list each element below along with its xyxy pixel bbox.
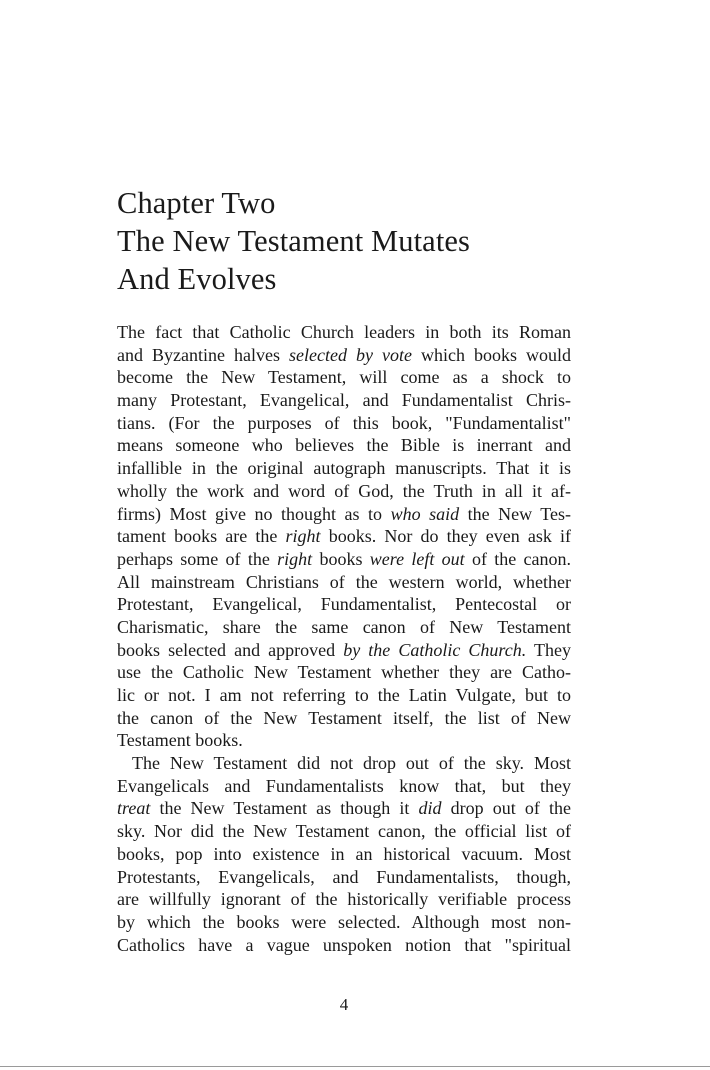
text-line: lic or not. I am not referring to the Latin Vulgate, but to [117, 685, 571, 705]
chapter-heading [117, 184, 587, 298]
text-line: the canon of the New Testament itself, the list of New [117, 707, 571, 728]
text-line: by which the books were selected. Although most non- [117, 911, 571, 932]
chapter-title-line: And Evolves [117, 262, 277, 296]
page-bottom-divider [0, 1066, 710, 1067]
text-line: use the Catholic New Testament whether they are Catho- [117, 662, 571, 683]
text-line: treat the New Testament as though it did drop out of the [117, 798, 572, 819]
italic-phrase: treat [117, 798, 151, 819]
text-line: and Byzantine halves selected by vote which books would [117, 344, 572, 365]
italic-phrase: selected by vote [289, 344, 412, 365]
italic-phrase: were left out [369, 548, 465, 569]
text-line: Catholics have a vague unspoken notion that "spiritual [117, 934, 571, 955]
text-line: are willfully ignorant of the historically verifiable process [117, 889, 571, 910]
text-line: Testament books. [117, 730, 243, 751]
text-line: perhaps some of the right books were left out of the canon. [117, 548, 572, 569]
italic-phrase: right [285, 526, 321, 547]
text-line: Protestants, Evangelicals, and Fundamentalists, though, [117, 866, 571, 887]
chapter-title-line: Chapter Two [117, 186, 276, 220]
italic-phrase: who said [390, 503, 460, 524]
text-line: tament books are the right books. Nor do they even ask if [117, 526, 572, 547]
text-line: Charismatic, share the same canon of New Testament [117, 616, 571, 637]
text-line: firms) Most give no thought as to who said the New Tes- [117, 503, 572, 524]
text-line: become the New Testament, will come as a shock to [117, 367, 571, 388]
text-line: tians. (For the purposes of this book, "Fundamentalist" [117, 412, 571, 433]
text-line: many Protestant, Evangelical, and Fundamentalist Chris- [117, 390, 571, 411]
text-line: The New Testament did not drop out of the sky. Most [132, 753, 571, 774]
italic-phrase: right [277, 548, 313, 569]
text-line: infallible in the original autograph manuscripts. That it is [117, 458, 571, 479]
text-line: books, pop into existence in an historical vacuum. Most [117, 843, 571, 864]
text-line: books selected and approved by the Catholic Church. They [117, 639, 571, 660]
text-line: Protestant, Evangelical, Fundamentalist, Pentecostal or [117, 594, 571, 615]
text-line: The fact that Catholic Church leaders in both its Roman [117, 322, 571, 342]
text-line: means someone who believes the Bible is inerrant and [117, 435, 571, 456]
page-number: 4 [339, 995, 349, 1014]
text-line: sky. Nor did the New Testament canon, the official list of [117, 821, 571, 842]
italic-phrase: by the Catholic Church. [343, 639, 527, 660]
body-text [117, 321, 571, 956]
italic-phrase: did [418, 798, 442, 819]
text-line: Evangelicals and Fundamentalists know that, but they [117, 775, 571, 796]
text-line: wholly the work and word of God, the Truth in all it af- [117, 480, 571, 501]
chapter-title-line: The New Testament Mutates [117, 224, 470, 258]
text-line: All mainstream Christians of the western world, whether [117, 571, 571, 592]
